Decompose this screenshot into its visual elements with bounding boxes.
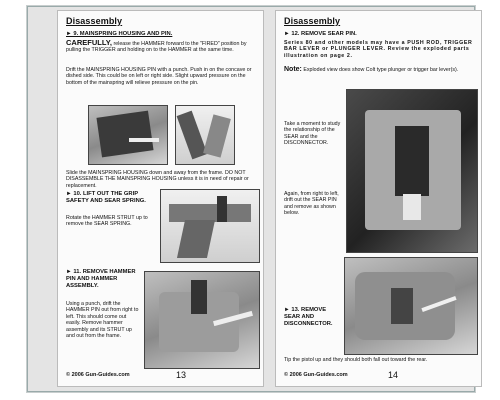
mainspring-photo-1: [88, 105, 168, 165]
step-9-text-2: Drift the MAINSPRING HOUSING PIN with a punch. Push in on the concave or dished side. This could be on left or right side. Slight upward pressure on the bottom of the mainspring will relieve pressure on the pin.: [66, 67, 252, 86]
page-number: 13: [176, 370, 187, 380]
step-9-text-1: release the HAMMER forward to the "FIRED" position by pulling the TRIGGER and holding on to the HAMMER at the same time.: [66, 41, 247, 54]
page-number: 14: [388, 370, 399, 380]
sear-shape: [391, 288, 413, 324]
punch-shape: [129, 138, 159, 142]
step-11-text: Using a punch, drift the HAMMER PIN out from right to left. This should come out easily. Remove hammer assembly and its STRUT up and out from the frame.: [66, 301, 139, 340]
step-9-heading: ► 9. MAINSPRING HOUSING AND PIN.: [66, 31, 173, 37]
page-title: Disassembly: [284, 16, 341, 26]
hammer-shape: [217, 196, 227, 222]
page-title: Disassembly: [66, 16, 123, 26]
note-text: Exploded view does show Colt type plunger or trigger bar lever(s).: [303, 67, 459, 73]
pin-shape: [203, 114, 231, 157]
mainspring-photo-2: [175, 105, 235, 165]
disconnector-shape: [403, 194, 421, 220]
step-12-text: Series 80 and other models may have a PUSH ROD, TRIGGER BAR LEVER or PLUNGER LEVER. Review the exploded parts illustration on page 2.: [284, 40, 473, 59]
step-12-heading: ► 12. REMOVE SEAR PIN.: [284, 31, 357, 37]
grip-safety-photo: [160, 189, 260, 263]
page-14: [275, 10, 482, 387]
sear-pin-caption: Again, from right to left, drift out the SEAR PIN and remove as shown below.: [284, 191, 339, 217]
page-13: [57, 10, 264, 387]
sear-caption: Take a moment to study the relationship of the SEAR and the DISCONNECTOR.: [284, 121, 341, 147]
step-11-heading: ► 11. REMOVE HAMMER PIN AND HAMMER ASSEMBLY.: [66, 269, 136, 289]
page-footer: © 2006 Gun-Guides.com: [284, 372, 348, 378]
remove-sear-photo: [344, 257, 478, 355]
step-13-text: Tip the pistol up and they should both fall out toward the rear.: [284, 357, 428, 363]
carefully-label: CAREFULLY,: [66, 38, 112, 47]
frame-shape: [96, 111, 153, 158]
step-10-heading: ► 10. LIFT OUT THE GRIP SAFETY AND SEAR SPRING.: [66, 191, 146, 204]
hammer-pin-photo: [144, 271, 260, 369]
hammer-shape: [191, 280, 207, 314]
grip-shape: [177, 220, 215, 258]
sear-disconnector-photo: [346, 89, 478, 253]
sear-shape: [395, 126, 429, 196]
page-footer: © 2006 Gun-Guides.com: [66, 372, 130, 378]
step-9-text: [66, 40, 256, 54]
note: [284, 67, 476, 73]
step-13-heading: ► 13. REMOVE SEAR AND DISCONNECTOR.: [284, 307, 333, 327]
step-10-text: Rotate the HAMMER STRUT up to remove the SEAR SPRING.: [66, 215, 148, 228]
step-9-text-3: Slide the MAINSPRING HOUSING down and away from the frame. DO NOT DISASSEMBLE THE MAINSPRING HOUSING unless it is in need of repair or replacement.: [66, 170, 249, 189]
note-label: Note:: [284, 66, 302, 73]
